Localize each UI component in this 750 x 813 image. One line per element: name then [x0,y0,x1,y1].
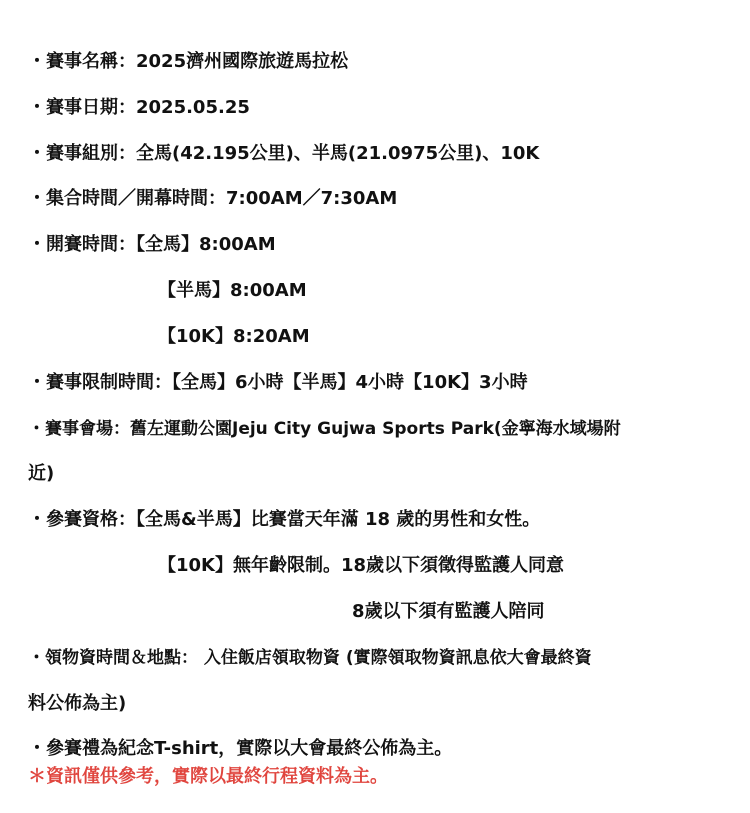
race-groups: ・賽事組別：全馬(42.195公里)、半馬(21.0975公里)、10K [28,143,540,164]
eligibility-line-2: 【10K】無年齡限制。18歲以下須徵得監護人同意 [158,555,565,576]
gift: ・參賽禮為紀念T-shirt，實際以大會最終公佈為主。 [28,738,453,759]
start-time-half: 【半馬】8:00AM [158,280,307,301]
pickup-line-1: ・領物資時間＆地點： 入住飯店領取物資 (實際領取物資訊息依大會最終資 [28,648,592,668]
pickup-line-2: 料公佈為主) [28,693,127,714]
disclaimer-note: ＊資訊僅供參考，實際以最終行程資料為主。 [28,766,388,787]
start-time-10k: 【10K】8:20AM [158,326,310,347]
race-name: ・賽事名稱：2025濟州國際旅遊馬拉松 [28,51,349,72]
venue-line-2: 近) [28,463,55,484]
eligibility-line-3: 8歲以下須有監護人陪同 [352,601,545,622]
race-date: ・賽事日期：2025.05.25 [28,97,250,118]
venue-line-1: ・賽事會場：舊左運動公園Jeju City Gujwa Sports Park(金寧海水域場附 [28,419,621,439]
assembly-time: ・集合時間／開幕時間：7:00AM／7:30AM [28,188,398,209]
start-time-full: ・開賽時間：【全馬】8:00AM [28,234,276,255]
eligibility-line-1: ・參賽資格：【全馬&半馬】比賽當天年滿 18 歲的男性和女性。 [28,509,541,530]
time-limit: ・賽事限制時間：【全馬】6小時【半馬】4小時【10K】3小時 [28,372,528,393]
